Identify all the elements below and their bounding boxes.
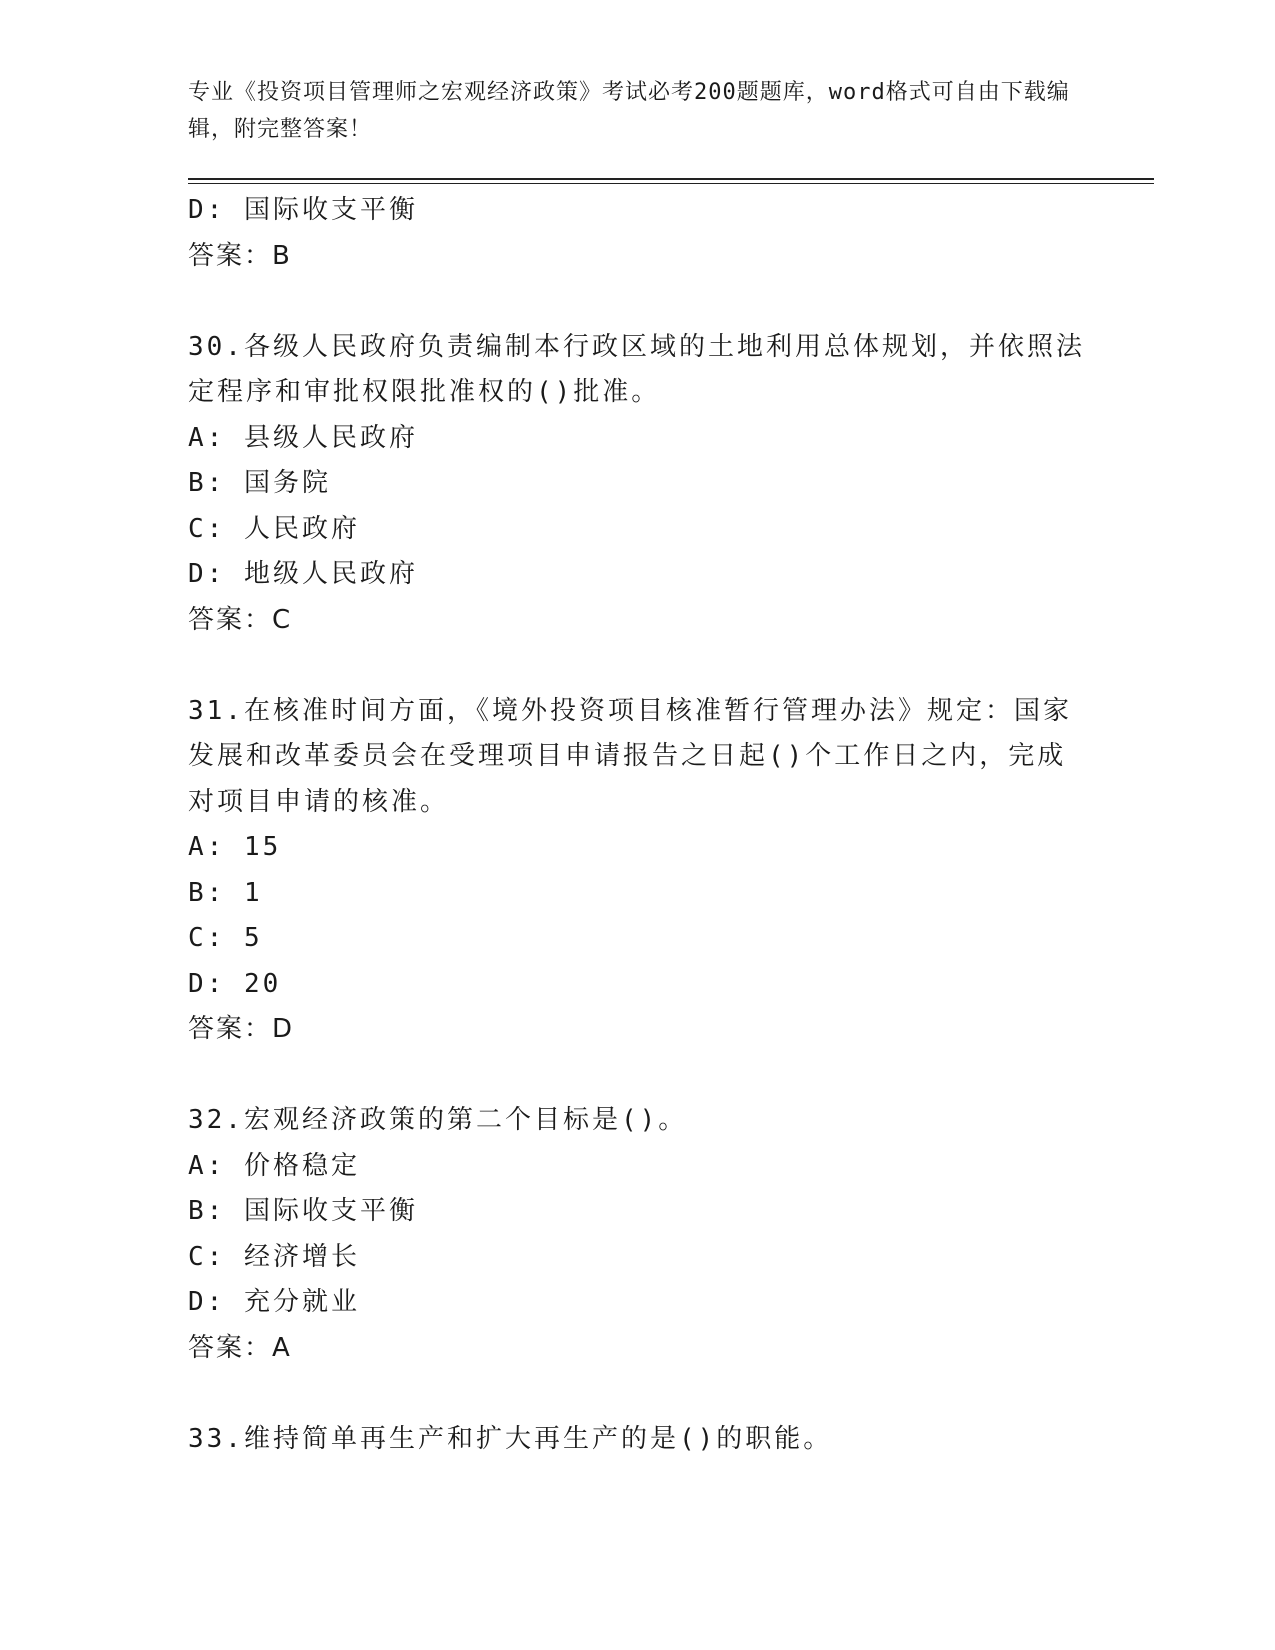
prev-question-option-d: D: 国际收支平衡 [188,195,418,225]
option-c: C: 经济增长 [188,1241,360,1272]
question-32 [188,1098,1088,1371]
option-c: C: 5 [188,923,263,953]
question-30 [188,325,1088,644]
question-stem: 30.各级人民政府负责编制本行政区域的土地利用总体规划，并依照法定程序和审批权限批准权的()批准。 [188,331,1085,407]
question-stem: 32.宏观经济政策的第二个目标是()。 [188,1105,688,1135]
answer: 答案：A [188,1332,292,1363]
spacer [188,1053,1088,1099]
header-rule-thin [188,183,1154,184]
option-a: A: 15 [188,832,282,862]
question-stem: 33.维持简单再生产和扩大再生产的是()的职能。 [188,1423,833,1454]
option-b: B: 国际收支平衡 [188,1196,418,1226]
prev-question-answer: 答案：B [188,240,292,271]
answer: 答案：C [188,604,293,635]
option-b: B: 1 [188,877,263,908]
document-header: 专业《投资项目管理师之宏观经济政策》考试必考200题题库，word格式可自由下载编辑，附完整答案！ [188,80,1070,142]
option-d: D: 20 [188,968,282,999]
document-body [188,188,1088,1462]
question-stem: 31.在核准时间方面，《境外投资项目核准暂行管理办法》规定：国家发展和改革委员会在受理项目申请报告之日起()个工作日之内，完成对项目申请的核准。 [188,695,1072,817]
question-33 [188,1417,1088,1463]
option-c: C: 人民政府 [188,513,360,544]
spacer [188,279,1088,325]
option-b: B: 国务院 [188,468,331,498]
option-a: A: 县级人民政府 [188,422,418,453]
spacer [188,643,1088,689]
question-31 [188,689,1088,1053]
spacer [188,1371,1088,1417]
option-d: D: 充分就业 [188,1287,360,1317]
option-d: D: 地级人民政府 [188,559,418,589]
option-a: A: 价格稳定 [188,1150,360,1181]
header-rule-thick [188,178,1154,180]
answer: 答案：D [188,1014,295,1044]
